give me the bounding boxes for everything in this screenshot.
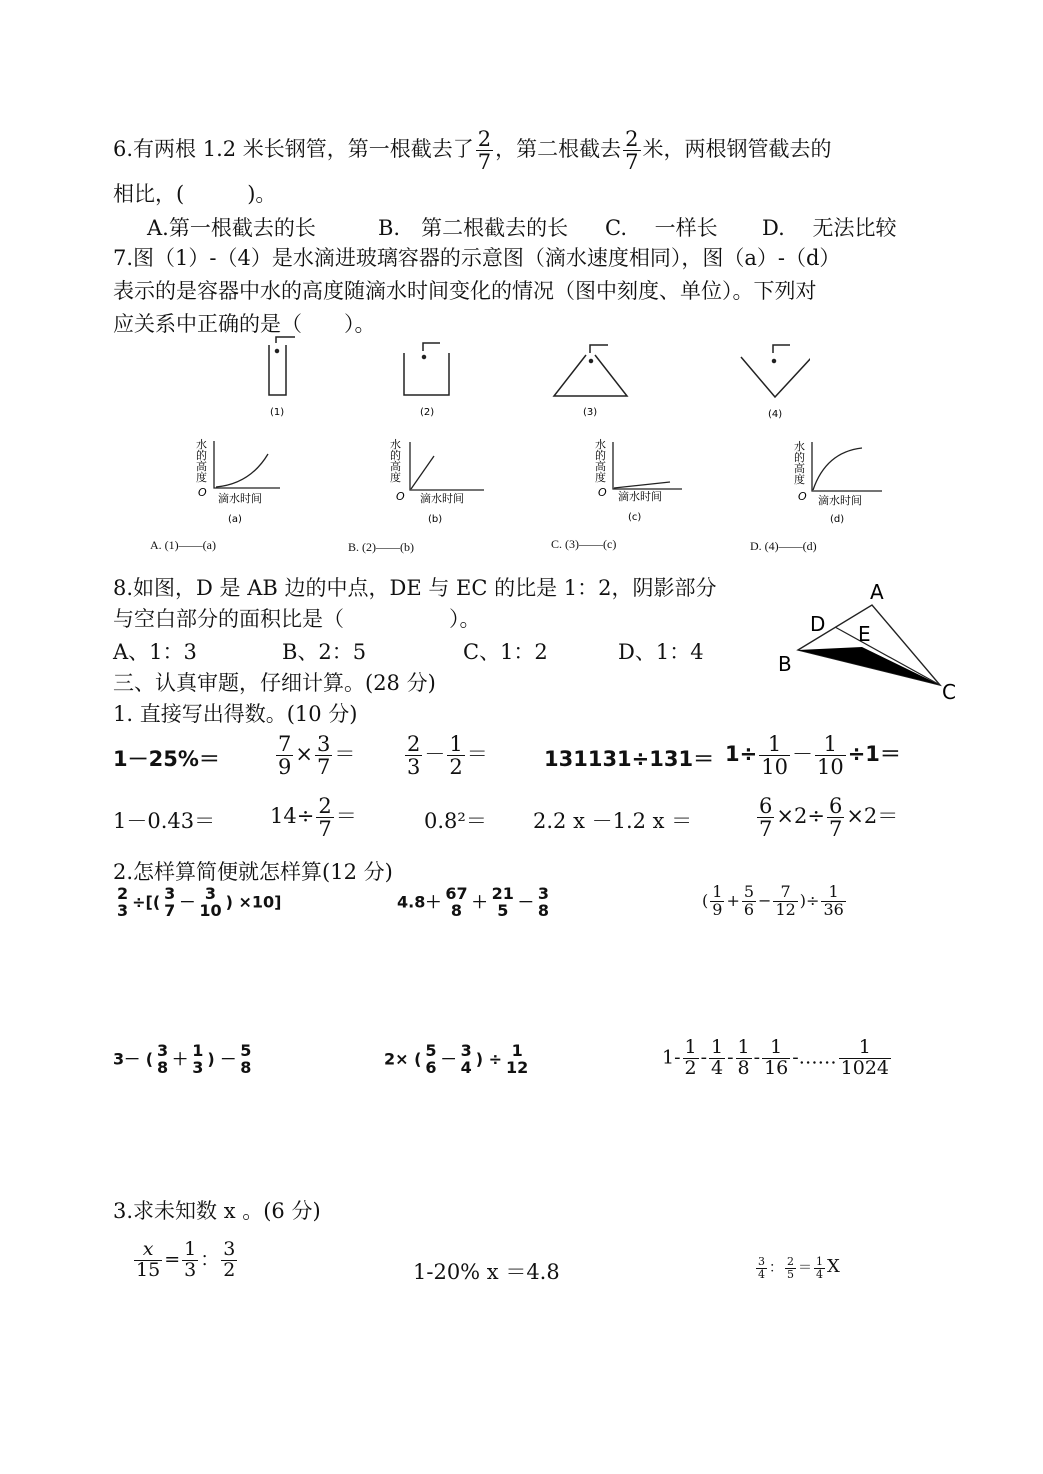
operator: － — [179, 892, 196, 912]
denominator: 8 — [737, 1056, 750, 1079]
graph-b-line — [411, 456, 434, 489]
denominator: 2 — [449, 755, 463, 780]
denominator: 9 — [278, 755, 292, 780]
q7-containers-figure — [250, 335, 810, 425]
q7-option-b: B. (2)——(b) — [348, 540, 414, 554]
denominator: 12 — [506, 1057, 529, 1077]
numerator: 1 — [770, 1036, 783, 1058]
operator: + — [726, 890, 740, 910]
operator: ＋ — [471, 892, 488, 912]
q7-line2: 表示的是容器中水的高度随滴水时间变化的情况（图中刻度、单位）。下列对 — [113, 279, 817, 303]
numerator: 3 — [537, 884, 550, 903]
denominator: 7 — [759, 817, 773, 842]
calc-r2-b — [270, 795, 357, 840]
numerator: 2 — [117, 884, 129, 903]
operator: - — [753, 1046, 761, 1069]
numerator: 1 — [684, 1036, 697, 1058]
equals: ＝ — [334, 742, 356, 767]
numerator: 7 — [278, 732, 292, 756]
point-a-label: A — [870, 580, 884, 604]
graph-d-ylabel-2: 的 — [794, 451, 805, 464]
graph-a-label: (a) — [228, 514, 242, 525]
numerator: 21 — [491, 884, 514, 903]
equals: ＝ — [798, 1260, 812, 1277]
numerator: 2 — [787, 1255, 794, 1268]
calc-r1-b — [274, 733, 355, 778]
numerator: 3 — [164, 884, 176, 903]
operator: ÷[( — [132, 892, 161, 912]
graph-a-ylabel-3: 高 — [196, 460, 207, 473]
numerator: 3 — [316, 732, 331, 756]
numerator: 3 — [758, 1255, 765, 1268]
graph-c — [595, 437, 682, 523]
graph-b-xlabel: 滴水时间 — [420, 492, 464, 505]
numerator: 5 — [425, 1041, 437, 1060]
equation-3 — [754, 1256, 840, 1280]
denominator: 4 — [711, 1056, 724, 1079]
operator: - — [700, 1046, 708, 1069]
q8-line2: 与空白部分的面积比是（ ）。 — [113, 607, 481, 631]
denominator: 5 — [497, 900, 509, 920]
section3-title: 三、认真审题，仔细计算。(28 分) — [113, 671, 436, 695]
numerator: 3 — [223, 1238, 236, 1260]
numerator: 1 — [511, 1041, 523, 1060]
numerator: 1 — [449, 732, 463, 756]
denominator: 36 — [823, 899, 844, 919]
q7-option-a: A. (1)——(a) — [150, 538, 216, 552]
q7-graphs-figure — [190, 436, 890, 528]
denominator: 7 — [318, 817, 332, 842]
denominator: 3 — [407, 755, 421, 780]
graph-d — [794, 439, 882, 525]
graph-d-ylabel-3: 高 — [794, 462, 805, 475]
numerator: 1 — [712, 882, 723, 901]
point-c-label: C — [942, 680, 956, 704]
q8-line1: 8.如图，D 是 AB 边的中点，DE 与 EC 的比是 1：2，阴影部分 — [113, 576, 717, 600]
operator: － — [791, 742, 813, 767]
calc-r1-a: 1－25%＝ — [113, 747, 220, 771]
numerator: 1 — [192, 1041, 204, 1060]
graph-b-ylabel-2: 的 — [390, 449, 401, 462]
graph-b-ylabel-4: 度 — [390, 471, 401, 484]
equation-2: 1-20% x ＝4.8 — [413, 1260, 560, 1284]
suffix: ×2＝ — [846, 804, 899, 829]
graph-a-xlabel: 滴水时间 — [218, 492, 262, 505]
denominator: 6 — [425, 1057, 437, 1077]
ratio-colon: ： — [200, 1248, 220, 1271]
denominator: 7 — [164, 900, 176, 920]
graph-d-label: (d) — [830, 514, 845, 525]
numerator: 2 — [477, 127, 492, 151]
prefix: 3－ ( — [113, 1049, 154, 1069]
denominator: 8 — [240, 1057, 252, 1077]
container-4-icon — [741, 345, 810, 397]
graph-d-xlabel: 滴水时间 — [818, 494, 862, 507]
container-label-3: (3) — [583, 407, 598, 418]
q7-option-d: D. (4)——(d) — [750, 539, 817, 553]
numerator: 5 — [743, 882, 755, 901]
graph-b-label: (b) — [428, 514, 443, 525]
denominator: 7 — [477, 150, 492, 175]
graph-c-ylabel-4: 度 — [595, 471, 606, 484]
q8-option-b: B、2：5 — [282, 640, 367, 664]
q6-fraction-2 — [623, 128, 640, 173]
ellipsis: -…… — [792, 1046, 837, 1069]
q6-text-a: 6.有两根 1.2 米长钢管，第一根截去了 — [113, 137, 474, 162]
denominator: 3 — [192, 1057, 204, 1077]
denominator: 16 — [764, 1056, 789, 1079]
container-2-icon — [404, 343, 449, 395]
calc-r2-d: 2.2 x －1.2 x ＝ — [533, 809, 693, 833]
denominator: 7 — [828, 817, 843, 842]
calc-r1-c — [403, 733, 488, 778]
calc-r2-c: 0.8²＝ — [424, 809, 487, 833]
prefix: 14÷ — [270, 804, 315, 829]
denominator: 12 — [775, 899, 796, 919]
calc-r1-d: 131131÷131＝ — [544, 747, 715, 771]
denominator: 2 — [223, 1258, 236, 1281]
container-label-2: (2) — [420, 407, 435, 418]
q8-option-d: D、1：4 — [618, 640, 704, 664]
denominator: 9 — [712, 899, 723, 919]
graph-c-ylabel-1: 水 — [595, 438, 606, 451]
q6-text-c: 米，两根钢管截去的 — [642, 137, 832, 162]
graph-a-ylabel-1: 水 — [196, 438, 207, 451]
prefix: 4.8＋ — [397, 892, 442, 912]
q6-line2: 相比，( )。 — [113, 182, 277, 206]
point-b-label: B — [778, 652, 792, 676]
numerator: 1 — [828, 882, 839, 901]
equals: ＝ — [335, 804, 357, 829]
numerator: x — [142, 1238, 154, 1260]
q8-triangle-figure — [770, 575, 970, 710]
graph-c-ylabel-3: 高 — [595, 460, 606, 473]
simplify-expr-1 — [113, 886, 281, 920]
numerator: 5 — [240, 1041, 252, 1060]
unknown-x: X — [827, 1256, 840, 1278]
graph-b-ylabel-1: 水 — [390, 438, 401, 451]
denominator: 8 — [157, 1057, 169, 1077]
operator: ×2÷ — [776, 804, 825, 829]
graph-b-origin: O — [396, 490, 405, 503]
denominator: 4 — [816, 1267, 823, 1281]
denominator: 10 — [199, 900, 222, 920]
graph-c-xlabel: 滴水时间 — [618, 490, 662, 503]
denominator: 2 — [684, 1056, 697, 1079]
simplify-expr-2 — [397, 886, 553, 920]
part3-title: 3.求未知数 x 。(6 分) — [113, 1199, 321, 1223]
graph-c-label: (c) — [628, 512, 642, 523]
denominator: 5 — [787, 1267, 794, 1281]
graph-d-curve — [813, 448, 862, 490]
denominator: 1024 — [840, 1056, 890, 1079]
graph-c-ylabel-2: 的 — [595, 449, 606, 462]
denominator: 3 — [184, 1258, 197, 1281]
operator: － — [440, 1049, 457, 1069]
operator: － — [517, 892, 534, 912]
operator: - — [727, 1046, 734, 1069]
graph-a-ylabel-2: 的 — [196, 449, 207, 462]
prefix: 2× ( — [384, 1049, 422, 1069]
numerator: 3 — [204, 884, 217, 903]
denominator: 10 — [761, 755, 788, 780]
operator: ) － — [207, 1049, 237, 1069]
denominator: 10 — [816, 755, 844, 780]
q8-option-a: A、1：3 — [113, 640, 197, 664]
numerator: 1 — [711, 1036, 724, 1058]
graph-d-ylabel-4: 度 — [794, 473, 805, 486]
denominator: 15 — [136, 1258, 161, 1281]
numerator: 3 — [460, 1041, 472, 1060]
numerator: 6 — [759, 794, 773, 818]
graph-d-origin: O — [798, 490, 807, 503]
equals: = — [164, 1248, 181, 1271]
simplify-expr-3 — [702, 884, 848, 919]
q7-option-c: C. (3)——(c) — [551, 537, 617, 551]
numerator: 1 — [767, 732, 782, 756]
q6-text-b: ，第二根截去 — [495, 137, 622, 162]
numerator: 1 — [858, 1036, 871, 1058]
graph-b — [390, 437, 484, 525]
q6-fraction-1 — [476, 128, 493, 173]
q7-line1: 7.图（1）-（4）是水滴进玻璃容器的示意图（滴水速度相同），图（a）-（d） — [113, 246, 841, 270]
q7-line3: 应关系中正确的是（ ）。 — [113, 312, 376, 336]
operator: ＋ — [172, 1049, 189, 1069]
numerator: 1 — [823, 732, 837, 756]
denominator: 3 — [117, 900, 129, 920]
graph-b-ylabel-3: 高 — [390, 460, 401, 473]
simplify-expr-6 — [662, 1038, 893, 1079]
denominator: 4 — [758, 1267, 765, 1281]
numerator: 7 — [780, 882, 791, 901]
denominator: 6 — [743, 899, 755, 919]
simplify-expr-5 — [384, 1043, 532, 1077]
numerator: 67 — [445, 884, 468, 903]
graph-a-origin: O — [198, 486, 207, 499]
graph-d-ylabel-1: 水 — [794, 440, 805, 453]
operator: ) ÷ — [475, 1049, 503, 1069]
numerator: 3 — [157, 1041, 169, 1060]
numerator: 1 — [184, 1238, 197, 1260]
denominator: 7 — [625, 150, 639, 175]
numerator: 1 — [816, 1255, 823, 1268]
q6-option-a: A.第一根截去的长 — [147, 216, 316, 240]
container-3-icon — [554, 345, 627, 396]
operator: × — [295, 742, 313, 767]
ratio-colon: ： — [769, 1260, 783, 1277]
paren: ( — [702, 890, 709, 910]
container-label-4: (4) — [768, 409, 783, 420]
prefix: 1÷ — [725, 742, 758, 767]
numerator: 2 — [318, 794, 332, 818]
q6-option-d: D. 无法比较 — [762, 216, 897, 240]
denominator: 4 — [460, 1057, 472, 1077]
equals: ＝ — [466, 742, 488, 767]
simplify-expr-4 — [113, 1043, 255, 1077]
container-1-icon — [269, 337, 295, 395]
numerator: 1 — [737, 1036, 750, 1058]
part1-title: 1. 直接写出得数。(10 分) — [113, 702, 358, 726]
q6-line1 — [113, 128, 832, 173]
graph-c-origin: O — [598, 486, 607, 499]
numerator: 2 — [407, 732, 421, 756]
prefix: 1- — [662, 1046, 681, 1069]
graph-a-ylabel-4: 度 — [196, 471, 207, 484]
denominator: 8 — [450, 900, 463, 920]
q8-option-c: C、1：2 — [463, 640, 548, 664]
numerator: 6 — [828, 794, 843, 818]
suffix: ÷1＝ — [847, 742, 901, 767]
point-e-label: E — [858, 622, 871, 646]
operator: − — [758, 890, 772, 910]
denominator: 8 — [537, 900, 550, 920]
denominator: 7 — [316, 755, 331, 780]
graph-c-line — [614, 482, 670, 488]
q6-option-c: C. 一样长 — [605, 216, 718, 240]
part2-title: 2.怎样算简便就怎样算(12 分) — [113, 860, 393, 884]
numerator: 2 — [625, 127, 639, 151]
suffix: ) ×10] — [225, 892, 282, 912]
shaded-region — [798, 647, 940, 685]
paren: )÷ — [799, 890, 820, 910]
graph-a-curve — [216, 454, 268, 487]
q6-option-b: B. 第二根截去的长 — [378, 216, 569, 240]
container-label-1: (1) — [270, 407, 285, 418]
calc-r1-e — [725, 733, 901, 778]
graph-a — [196, 437, 280, 525]
calc-r2-e — [755, 795, 898, 840]
equation-1 — [132, 1240, 239, 1281]
calc-r2-a: 1－0.43＝ — [113, 809, 216, 833]
point-d-label: D — [810, 612, 826, 636]
operator: － — [424, 742, 446, 767]
